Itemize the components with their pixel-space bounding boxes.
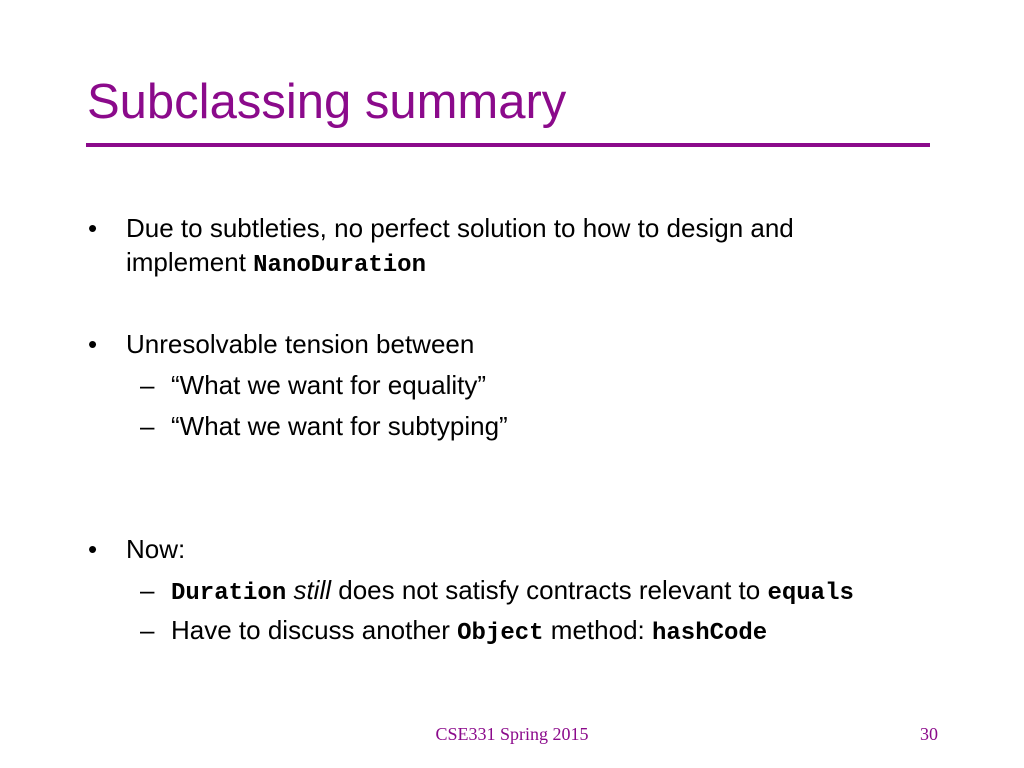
- bullet-1-line2-text: implement: [126, 247, 254, 277]
- sub-3-1-text: does not satisfy contracts relevant to: [331, 575, 768, 605]
- slide-title: Subclassing summary: [87, 75, 567, 129]
- sub-marker-2-1: –: [140, 370, 155, 400]
- sub-3-2-line: [171, 614, 767, 650]
- bullet-1-line1: Due to subtleties, no perfect solution to how to design and: [126, 213, 794, 243]
- emphasis-still: still: [293, 575, 332, 605]
- code-duration: Duration: [171, 580, 287, 607]
- code-nanoduration: NanoDuration: [253, 252, 426, 279]
- bullet-2-text: Unresolvable tension between: [126, 329, 475, 359]
- sub-marker-2-2: –: [140, 411, 155, 441]
- code-equals: equals: [767, 580, 854, 607]
- sub-2-2-text: “What we want for subtyping”: [171, 411, 508, 441]
- code-object: Object: [457, 620, 544, 647]
- bullet-marker-2: •: [88, 329, 98, 359]
- sub-3-2-text2: method:: [543, 615, 652, 645]
- sub-marker-3-1: –: [140, 575, 155, 605]
- footer-course: CSE331 Spring 2015: [435, 724, 589, 744]
- bullet-3-text: Now:: [126, 534, 186, 564]
- code-hashcode: hashCode: [651, 620, 768, 647]
- sub-marker-3-2: –: [140, 615, 155, 645]
- sub-3-1-line: [171, 574, 854, 610]
- bullet-1-line2: [126, 246, 426, 282]
- sub-3-2-text1: Have to discuss another: [171, 615, 458, 645]
- bullet-marker-3: •: [88, 534, 98, 564]
- sub-2-1-text: “What we want for equality”: [171, 370, 487, 400]
- title-underline: [86, 143, 930, 147]
- bullet-marker-1: •: [88, 213, 98, 243]
- slide-number: 30: [920, 724, 938, 744]
